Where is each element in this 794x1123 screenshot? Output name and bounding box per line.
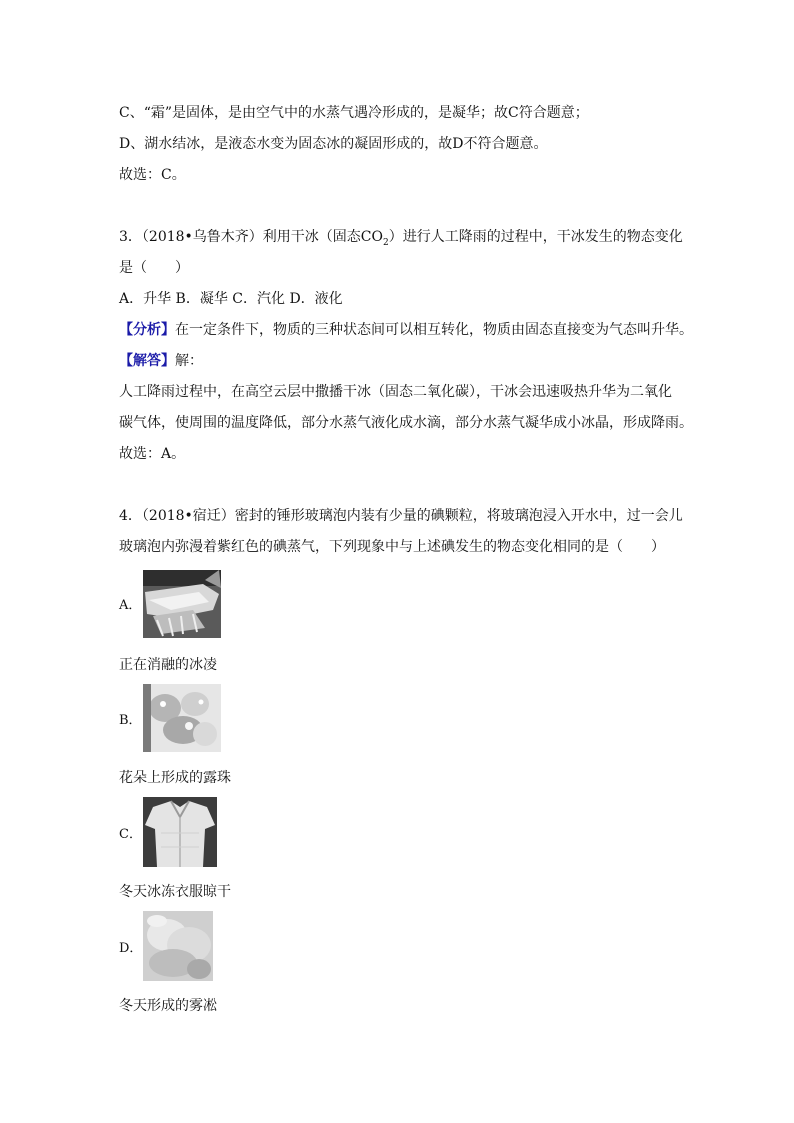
q3-solution-line2: 碳气体，使周围的温度降低，部分水蒸气液化成水滴，部分水蒸气凝华成小冰晶，形成降雨。: [119, 415, 693, 431]
rime-photo: [143, 911, 213, 981]
q3-stem-line1: [119, 227, 683, 253]
q4-stem-line2: 玻璃泡内弥漫着紫红色的碘蒸气，下列现象中与上述碘发生的物态变化相同的是（ ）: [119, 539, 665, 555]
q2-answer: 故选：C。: [119, 167, 186, 183]
q4-option-a-label: A．: [119, 598, 142, 613]
frozen-clothes-photo: [143, 797, 217, 867]
q4-option-d-caption: 冬天形成的雾凇: [119, 998, 217, 1014]
q4-option-a-caption: 正在消融的冰凌: [119, 657, 217, 673]
q3-stem-subscript: 2: [382, 237, 389, 248]
q3-solution-line1: 人工降雨过程中，在高空云层中撒播干冰（固态二氧化碳），干冰会迅速吸热升华为二氧化: [119, 384, 672, 400]
q4-option-c-label: C．: [119, 827, 142, 842]
q3-answer: 故选：A。: [119, 446, 186, 462]
q3-stem-part-b: ）进行人工降雨的过程中，干冰发生的物态变化: [388, 229, 683, 245]
q4-option-c-caption: 冬天冰冻衣服晾干: [119, 884, 231, 900]
q2-option-d-explanation: D、湖水结冰，是液态水变为固态冰的凝固形成的，故D不符合题意。: [119, 136, 548, 152]
q3-analysis-text: 在一定条件下，物质的三种状态间可以相互转化，物质由固态直接变为气态叫升华。: [175, 322, 693, 338]
q3-analysis: [119, 320, 693, 340]
q3-solution-tag: 【解答】: [119, 353, 175, 369]
q4-stem-line1: 4．（2018•宿迁）密封的锤形玻璃泡内装有少量的碘颗粒，将玻璃泡浸入开水中，过一会儿: [119, 508, 683, 524]
q3-solution-colon: 解：: [175, 353, 203, 369]
dew-flower-photo: [143, 684, 221, 752]
q2-option-c-explanation: C、“霜”是固体，是由空气中的水蒸气遇冷形成的，是凝华；故C符合题意；: [119, 105, 589, 121]
q4-option-b-label: B．: [119, 713, 142, 728]
icicle-photo: [143, 570, 221, 638]
q3-stem-line2: 是（ ）: [119, 260, 189, 276]
q3-analysis-tag: 【分析】: [119, 322, 175, 338]
q4-option-b-caption: 花朵上形成的露珠: [119, 770, 231, 786]
q3-stem-part-a: 3．（2018•乌鲁木齐）利用干冰（固态CO: [119, 229, 383, 245]
q3-solution-heading: [119, 351, 203, 371]
q3-options: A．升华 B．凝华 C．汽化 D．液化: [119, 291, 343, 307]
q4-option-d-label: D．: [119, 941, 143, 956]
